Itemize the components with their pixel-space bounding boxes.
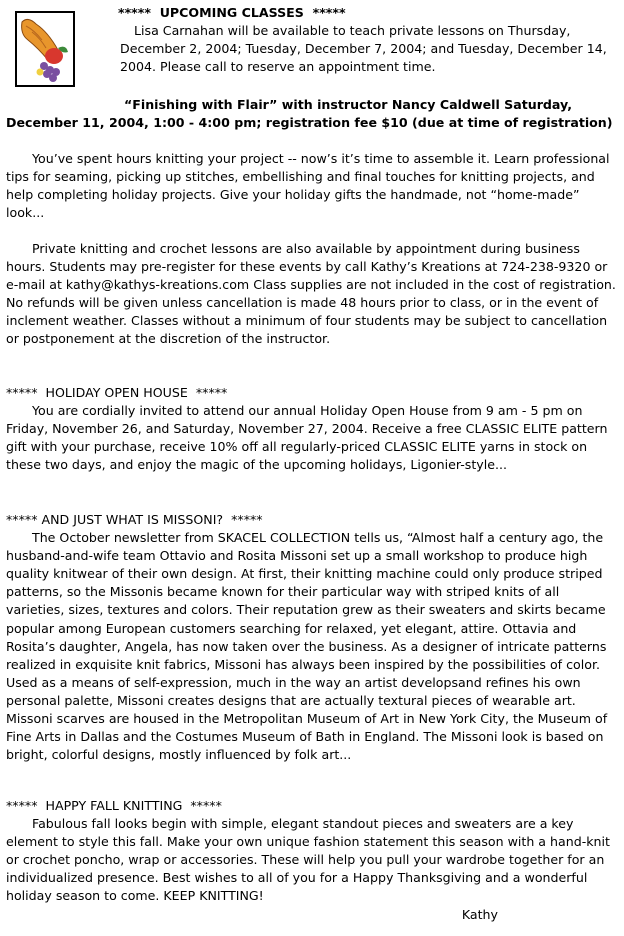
- upcoming-classes-heading: ***** UPCOMING CLASSES *****: [118, 5, 346, 20]
- open-house-heading: ***** HOLIDAY OPEN HOUSE *****: [6, 385, 228, 400]
- cornucopia-icon: [14, 10, 76, 88]
- signature: Kathy: [461, 906, 498, 922]
- fall-knitting-heading: ***** HAPPY FALL KNITTING *****: [6, 798, 222, 813]
- missoni-heading: ***** AND JUST WHAT IS MISSONI? *****: [6, 512, 263, 527]
- private-lessons-intro: Lisa Carnahan will be available to teach private lessons on Thursday, December 2, 2004; Tuesday, December 7, 2004; and Tuesday, December 14, 2004. Please call to reserve an appointment time.: [120, 23, 607, 75]
- private-lessons-paragraph: Private knitting and crochet lessons are also available by appointment during business hours. Students may pre-register for these events by call Kathy’s Kreations at 724-238-9320 or e-mail at kathy@kathys-kreations.com Class supplies are not included in the cost of registration. No refunds will be given unless cancellation is made 48 hours prior to class, or in the event of inclement weather. Classes without a minimum of four students may be subject to cancellation or postponement at the discretion of the instructor.: [6, 241, 616, 347]
- fall-knitting-paragraph: Fabulous fall looks begin with simple, elegant standout pieces and sweaters are a key element to style this fall. Make your own unique fashion statement this season with a hand-knit or crochet poncho, wrap or accessories. These will help you pull your wardrobe together for an individualized presence. Best wishes to all of you for a Happy Thanksgiving and a wonderful holiday season to come. KEEP KNITTING!: [6, 816, 610, 904]
- open-house-paragraph: You are cordially invited to attend our annual Holiday Open House from 9 am - 5 pm on Friday, November 26, and Saturday, November 27, 2004. Receive a free CLASSIC ELITE pattern gift with your purchase, receive 10% off all regularly-priced CLASSIC ELITE yarns in stock on these two days, and enjoy the magic of the upcoming holidays, Ligonier-style...: [6, 403, 608, 473]
- workshop-description: You’ve spent hours knitting your project -- now’s it’s time to assemble it. Learn professional tips for seaming, picking up stitches, embellishing and final touches for knitting projects, and help completing holiday projects. Give your holiday gifts the handmade, not “home-made” look...: [6, 151, 610, 221]
- workshop-title: “Finishing with Flair” with instructor Nancy Caldwell Saturday, December 11, 2004, 1:00 - 4:00 pm; registration fee $10 (due at time of registration): [6, 97, 613, 131]
- missoni-paragraph: The October newsletter from SKACEL COLLECTION tells us, “Almost half a century ago, the husband-and-wife team Ottavio and Rosita Missoni set up a small workshop to produce high quality knitwear of their own design. At first, their knitting machine could only produce striped patterns, so the Missonis became known for their particular way with striped knits of all varieties, sizes, textures and colors. Their reputation grew as their sweaters and skirts became popular among European customers searching for relaxed, yet elegant, attire. Ottavia and Rosita’s daughter, Angela, has now taken over the business. As a designer of intricate patterns realized in exquisite knit fabrics, Missoni has always been inspired by the possibilities of color. Used as a means of self-expression, much in the way an artist developsand refines his own personal palette, Missoni creates designs that are actually textural pieces of wearable art. Missoni scarves are housed in the Metropolitan Museum of Art in New York City, the Museum of Fine Arts in Dallas and the Costumes Museum of Bath in England. The Missoni look is based on bright, colorful designs, mostly influenced by folk art...: [6, 530, 608, 763]
